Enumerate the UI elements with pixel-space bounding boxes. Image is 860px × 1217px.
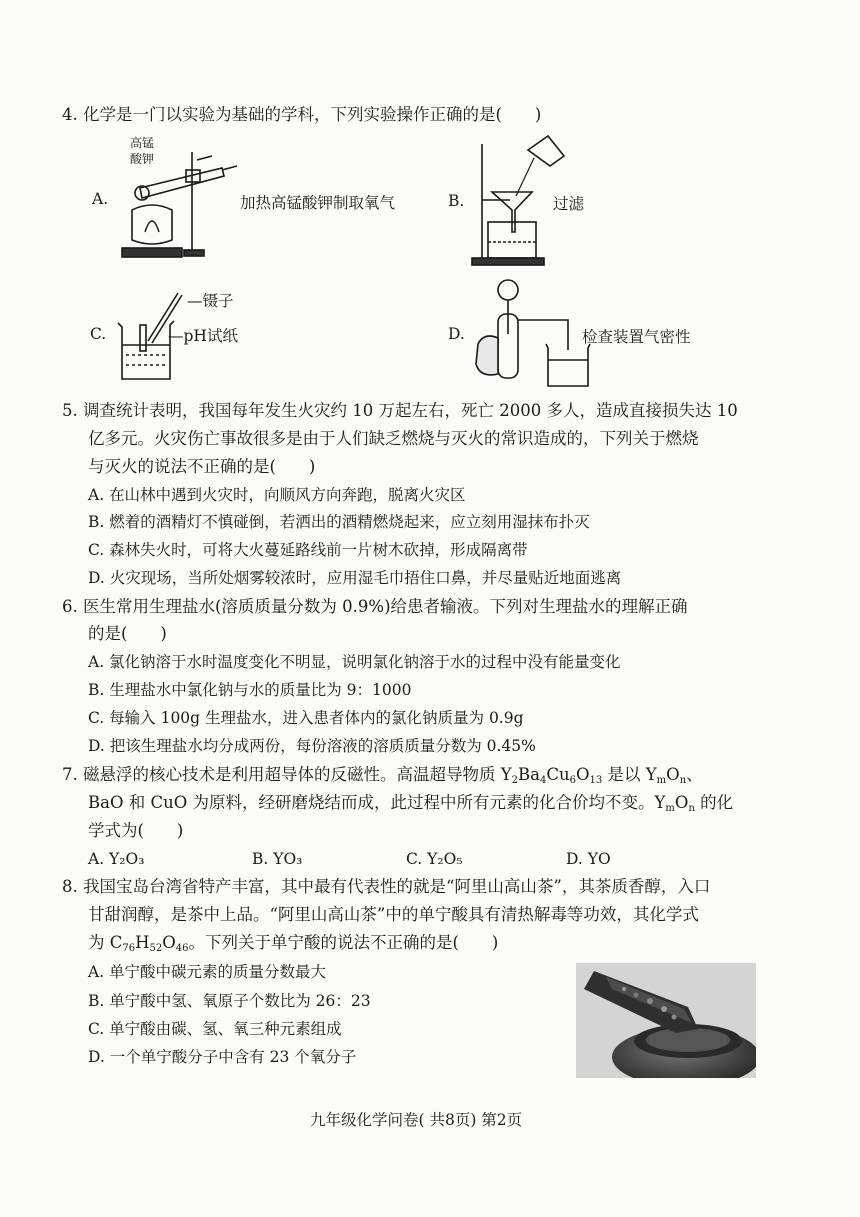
q8-stem-part-2: 。下列关于单宁酸的说法不正确的是( ) (188, 933, 499, 952)
ymon-formula-2: $Y_mO_n$ (654, 793, 695, 814)
q7-stem-line-2 (88, 792, 733, 814)
q7-stem-part-2: 是以 (607, 765, 646, 784)
q7-option-a: A. Y₂O₃ (88, 850, 145, 868)
q4-option-d-caption: 检查装置气密性 (582, 328, 691, 346)
q6-option-d: D. 把该生理盐水均分成两份，每份溶液的溶质质量分数为 0.45% (88, 737, 536, 755)
q4-tweezers-label: —镊子 (187, 292, 234, 310)
tannic-acid-formula: $C_{76}H_{52}O_{46}$ (109, 933, 189, 954)
q5-stem-line-1: 5. 调查统计表明，我国每年发生火灾约 10 万起左右，死亡 2000 多人，造成直接损失达 10 (62, 401, 738, 420)
tea-photo (576, 963, 756, 1078)
q6-option-c: C. 每输入 100g 生理盐水，进入患者体内的氯化钠质量为 0.9g (88, 709, 524, 727)
q8-option-d: D. 一个单宁酸分子中含有 23 个氧分子 (88, 1048, 357, 1066)
q5-stem-line-2: 亿多元。火灾伤亡事故很多是由于人们缺乏燃烧与灭火的常识造成的，下列关于燃烧 (88, 429, 699, 448)
q6-stem-line-1: 6. 医生常用生理盐水(溶质质量分数为 0.9%)给患者输液。下列对生理盐水的理解正确 (62, 597, 688, 616)
q4-stem: 4. 化学是一门以实验为基础的学科，下列实验操作正确的是( ) (62, 105, 542, 124)
tweezers-label-text: 镊子 (202, 292, 234, 310)
q4-option-a-letter: A. (92, 190, 109, 208)
q4-option-b-letter: B. (448, 192, 465, 210)
q7-stem-line-1 (62, 764, 703, 786)
q7-option-b: B. YO₃ (252, 850, 303, 868)
ymon-formula: $Y_mO_n$、 (645, 765, 703, 786)
q7-stem-part-3: BaO 和 CuO 为原料，经研磨烧结而成，此过程中所有元素的化合价均不变。 (88, 793, 655, 812)
heating-apparatus-drawing (112, 140, 242, 265)
superconductor-formula: $Y_2Ba_4Cu_6O_{13}$ (500, 765, 603, 786)
q5-option-d: D. 火灾现场，当所处烟雾较浓时，应用湿毛巾捂住口鼻，并尽量贴近地面逃离 (88, 569, 622, 587)
q4-option-c-letter: C. (90, 325, 107, 343)
q8-option-b: B. 单宁酸中氢、氧原子个数比为 26：23 (88, 992, 371, 1010)
q7-option-d: D. YO (566, 850, 611, 868)
q7-stem-line-3: 学式为( ) (88, 821, 184, 840)
q8-option-c: C. 单宁酸由碳、氢、氧三种元素组成 (88, 1020, 342, 1038)
airtightness-apparatus-drawing (470, 274, 600, 390)
q6-stem-line-2: 的是( ) (88, 624, 167, 643)
q4-option-d-letter: D. (448, 325, 465, 343)
q5-option-a: A. 在山林中遇到火灾时，向顺风方向奔跑，脱离火灾区 (88, 486, 466, 504)
q7-stem-part-1: 7. 磁悬浮的核心技术是利用超导体的反磁性。高温超导物质 (62, 765, 501, 784)
page-footer: 九年级化学问卷( 共8页) 第2页 (310, 1111, 523, 1129)
q7-stem-part-4: 的化 (700, 793, 734, 812)
q8-stem-part-1: 为 (88, 933, 110, 952)
ph-paper-label-text: pH试纸 (183, 327, 238, 345)
q4-option-b-caption: 过滤 (553, 195, 585, 213)
q7-option-c: C. Y₂O₅ (406, 850, 463, 868)
q8-stem-line-3 (88, 932, 498, 954)
q8-stem-line-2: 甘甜润醇，是茶中上品。“阿里山高山茶”中的单宁酸具有清热解毒等功效，其化学式 (88, 905, 699, 924)
q6-option-b: B. 生理盐水中氯化钠与水的质量比为 9：1000 (88, 681, 412, 699)
q6-option-a: A. 氯化钠溶于水时温度变化不明显，说明氯化钠溶于水的过程中没有能量变化 (88, 653, 621, 671)
q5-option-b: B. 燃着的酒精灯不慎碰倒，若洒出的酒精燃烧起来，应立刻用湿抹布扑灭 (88, 513, 590, 531)
q4-ph-paper-label: —pH试纸 (168, 327, 238, 345)
q5-stem-line-3: 与灭火的说法不正确的是( ) (88, 457, 316, 476)
q4-reagent-label-2: 酸钾 (130, 152, 155, 166)
q5-option-c: C. 森林失火时，可将大火蔓延路线前一片树木砍掉，形成隔离带 (88, 541, 528, 559)
q4-reagent-label-1: 高锰 (130, 136, 155, 150)
q4-option-a-caption: 加热高锰酸钾制取氧气 (240, 194, 396, 212)
q8-stem-line-1: 8. 我国宝岛台湾省特产丰富，其中最有代表性的就是“阿里山高山茶”，其茶质香醇，入口 (62, 877, 711, 896)
q8-option-a: A. 单宁酸中碳元素的质量分数最大 (88, 963, 327, 981)
